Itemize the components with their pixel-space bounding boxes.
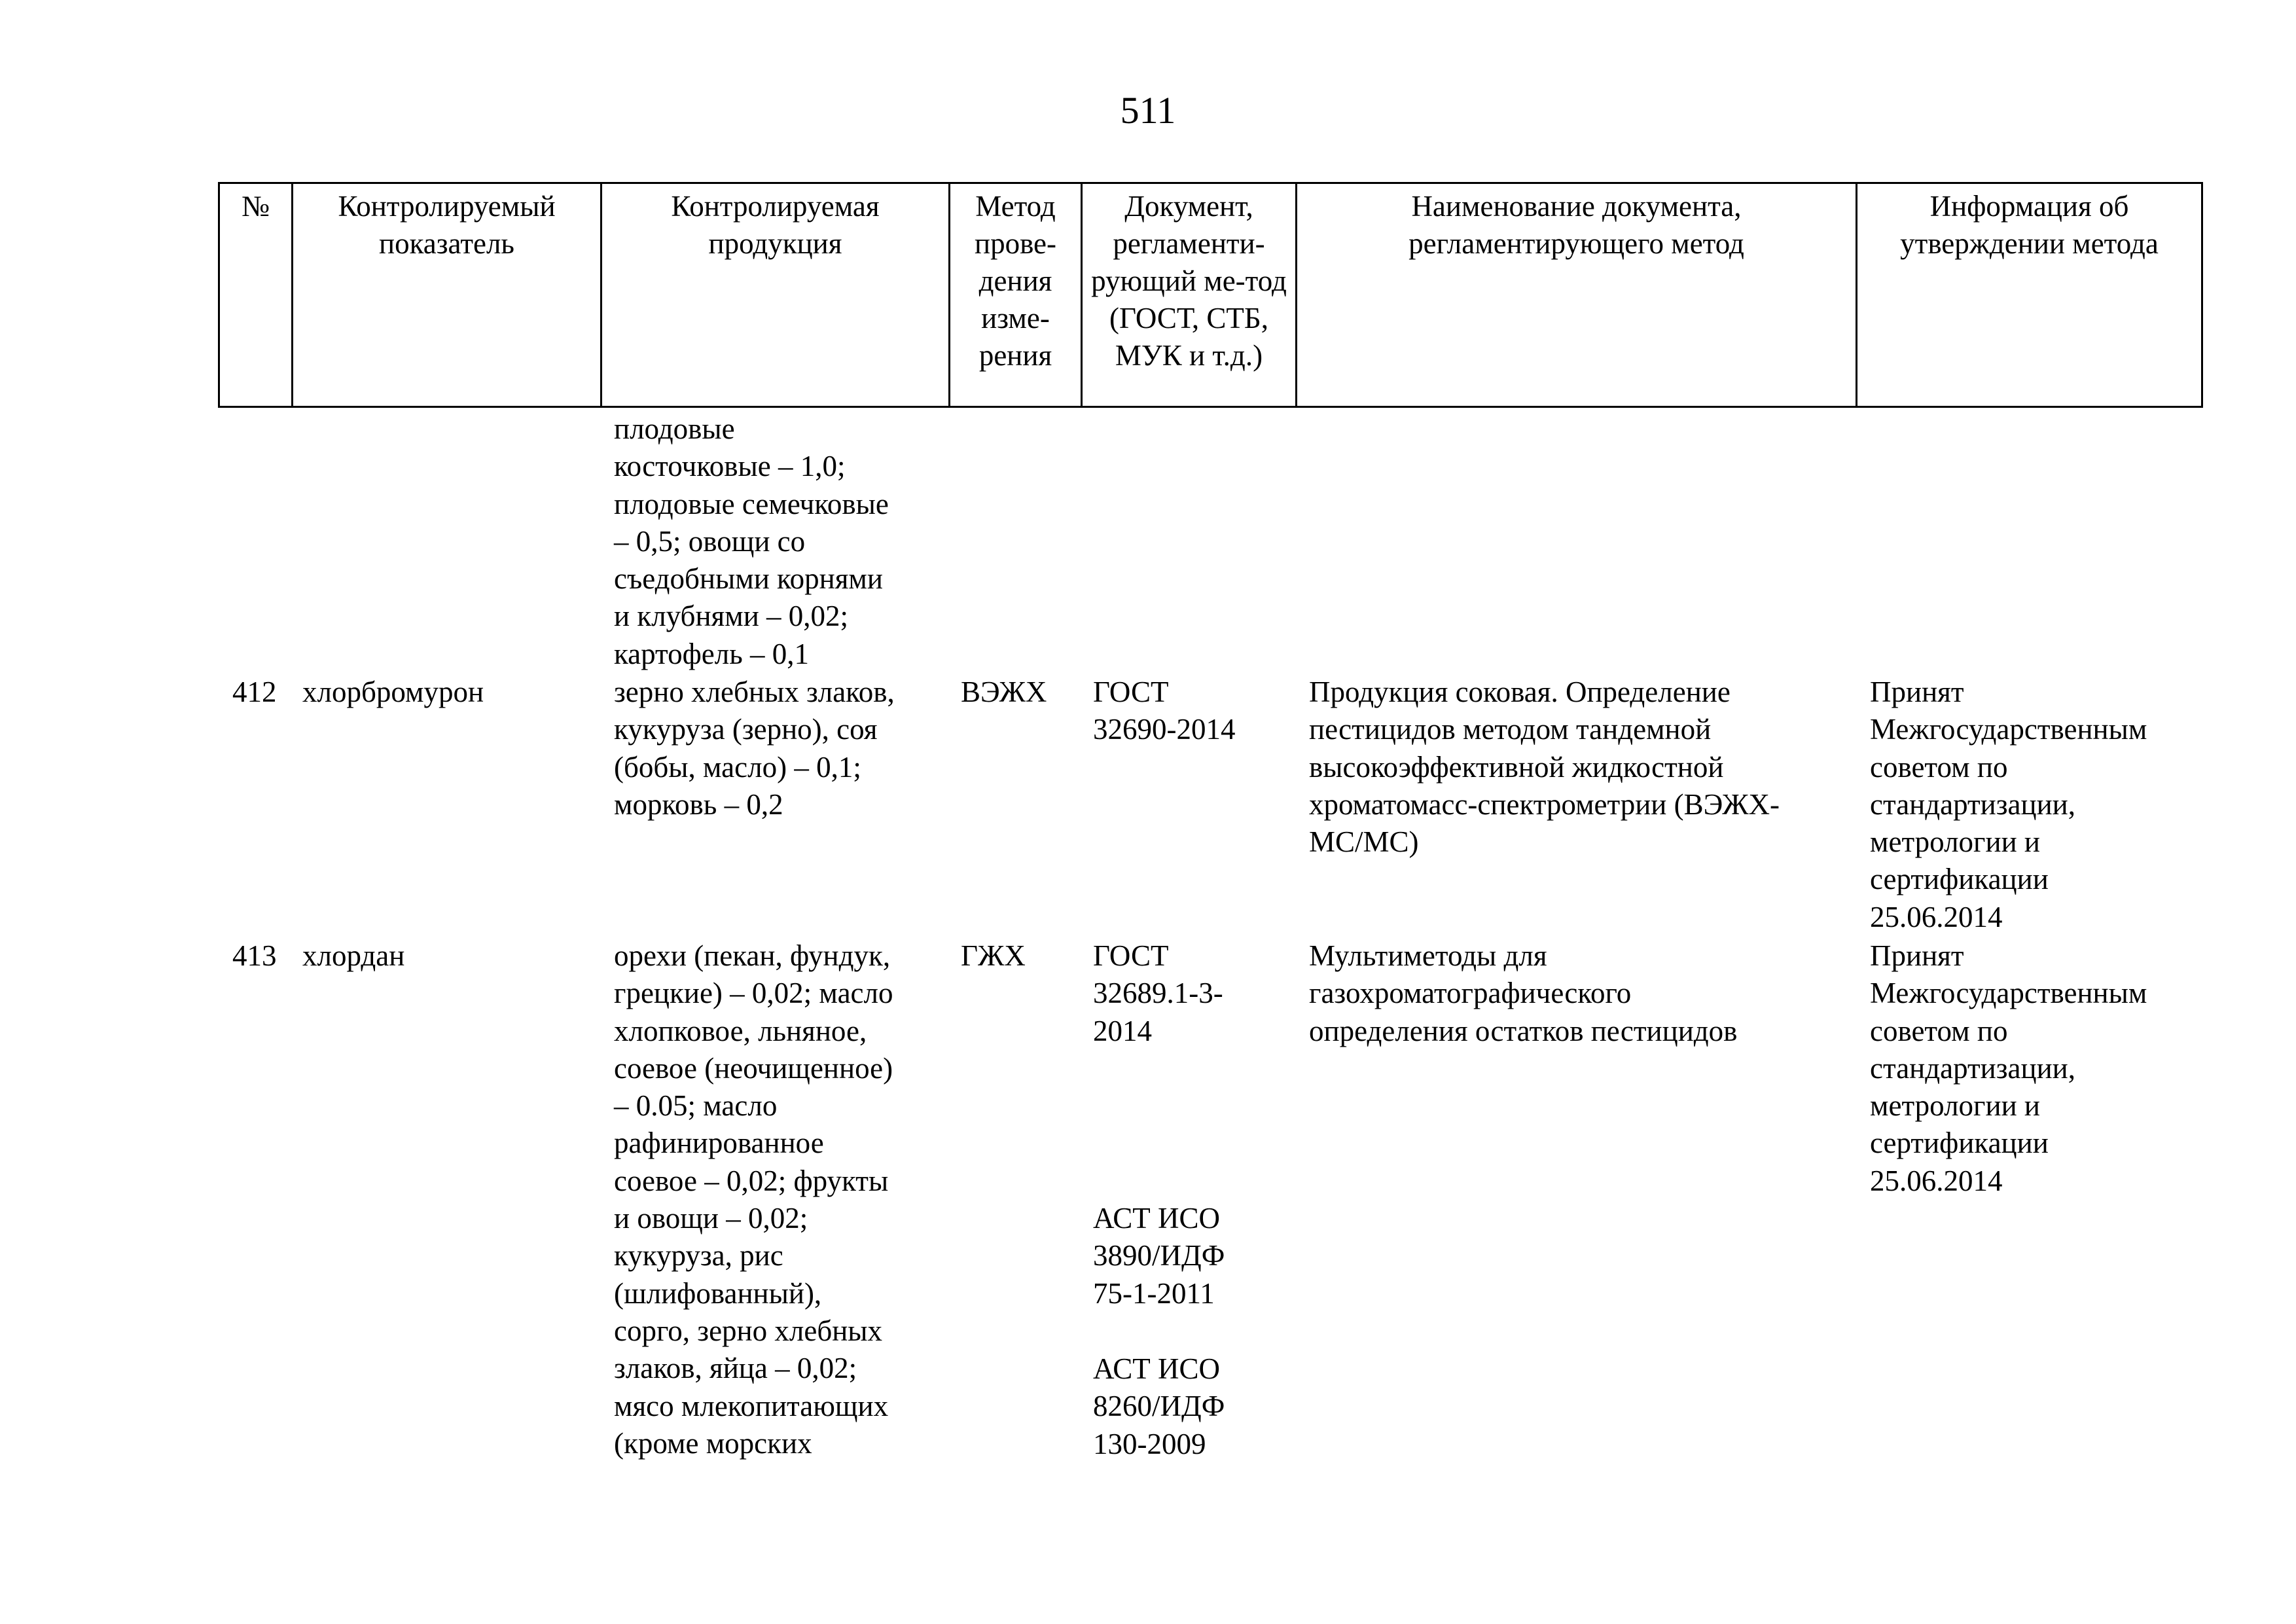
- table-header: [218, 182, 2203, 408]
- row-412-approval: Принят Межгосударственным советом по стандартизации, метрологии и сертификации 25.06.2014: [1870, 676, 2147, 933]
- header-cell-product: Контролируемая продукция: [601, 183, 950, 407]
- row-412-method: ВЭЖХ: [961, 676, 1047, 708]
- row-412-document: ГОСТ 32690-2014: [1093, 676, 1236, 746]
- row-412-product: зерно хлебных злаков, кукуруза (зерно), соя (бобы, масло) – 0,1; морковь – 0,2: [614, 676, 895, 821]
- row-413-number: 413: [232, 939, 277, 972]
- row-413-indicator: хлордан: [302, 939, 405, 972]
- row-413-method: ГЖХ: [961, 939, 1026, 972]
- row-413-document-name: Мультиметоды для газохроматографического определения остатков пестицидов: [1309, 939, 1738, 1047]
- continuation-product-cell: плодовые косточковые – 1,0; плодовые семечковые – 0,5; овощи со съедобными корнями и клубнями – 0,02; картофель – 0,1: [614, 412, 889, 670]
- row-413-document: ГОСТ 32689.1-3- 2014: [1093, 939, 1223, 1047]
- row-413-approval: Принят Межгосударственным советом по стандартизации, метрологии и сертификации 25.06.2014: [1870, 939, 2147, 1197]
- header-cell-document-name: Наименование документа, регламентирующего метод: [1297, 183, 1857, 407]
- header-cell-approval: Информация об утверждении метода: [1857, 183, 2202, 407]
- header-cell-document: Документ, регламенти-рующий ме-тод (ГОСТ, СТБ, МУК и т.д.): [1082, 183, 1297, 407]
- row-412-number: 412: [232, 676, 277, 708]
- header-cell-number: №: [219, 183, 293, 407]
- row-412-indicator: хлорбромурон: [302, 676, 484, 708]
- page-number: 511: [1120, 89, 1176, 132]
- header-cell-indicator: Контролируемый показатель: [293, 183, 601, 407]
- header-cell-method: Метод прове-дения изме-рения: [950, 183, 1082, 407]
- row-413-product: орехи (пекан, фундук, грецкие) – 0,02; масло хлопковое, льняное, соевое (неочищенное) – 0.05; масло рафинированное соевое – 0,02; фрукты и овощи – 0,02; кукуруза, рис (шлифованный), сорго, зерно хлебных злаков, яйца – 0,02; мясо млекопитающих (кроме морских: [614, 939, 893, 1460]
- row-413-document-2: АСТ ИСО 3890/ИДФ 75-1-2011: [1093, 1202, 1225, 1310]
- row-413-document-3: АСТ ИСО 8260/ИДФ 130-2009: [1093, 1352, 1225, 1460]
- row-412-document-name: Продукция соковая. Определение пестицидов методом тандемной высокоэффективной жидкостной хроматомасс-спектрометрии (ВЭЖХ- МС/МС): [1309, 676, 1780, 859]
